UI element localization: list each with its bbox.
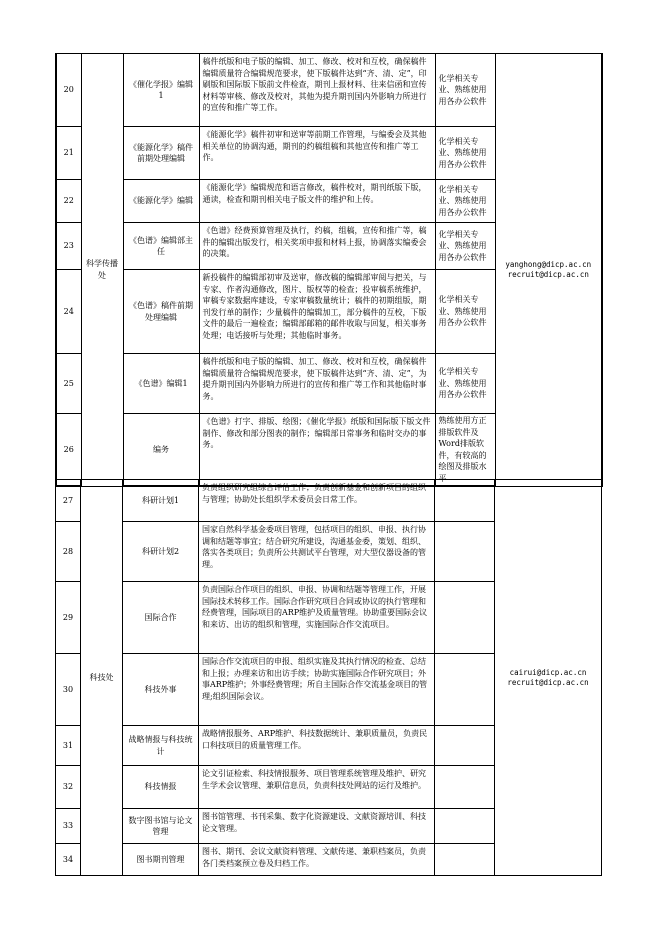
job-requirements	[435, 582, 495, 654]
position-name: 战略情报与科技统计	[123, 726, 199, 766]
row-number: 25	[56, 354, 81, 414]
position-name: 《能源化学》编辑	[123, 180, 199, 223]
row-number: 27	[56, 480, 81, 522]
job-requirements: 化学相关专业、熟练使用用各办公软件	[435, 354, 495, 414]
job-duties: 负责组织研究组综合评估工作；负责创新基金和创新项目的组织与管理；协助处长组织学术委员会日常工作。	[199, 480, 435, 522]
position-name: 编务	[123, 414, 199, 487]
row-number: 31	[56, 726, 81, 766]
job-requirements	[435, 766, 495, 809]
row-number: 30	[56, 654, 81, 726]
recruitment-table-science-technology	[55, 479, 602, 876]
job-requirements: 化学相关专业、熟练使用用各办公软件	[435, 270, 495, 354]
position-name: 《催化学报》编辑1	[123, 54, 199, 127]
department-cell: 科学传播处	[81, 54, 123, 487]
contact-email-cell	[495, 54, 602, 487]
job-duties: 稿件纸版和电子版的编辑、加工、修改、校对和互校，确保稿件编辑质量符合编辑规范要求，使下版稿件达到“齐、清、定”，印刷版和国际版下版前文件检查，期刊上报材料、往来信函和宣传材料等审核、修改及校对，其他为提升期刊国内外影响力所进行的宣传和推广等工作。	[199, 54, 435, 127]
position-name: 国际合作	[123, 582, 199, 654]
contact-email: recruit@dicp.ac.cn	[507, 677, 589, 687]
row-number: 23	[56, 223, 81, 270]
position-name: 图书期刊管理	[123, 844, 199, 876]
position-name: 科研计划2	[123, 522, 199, 582]
job-requirements	[435, 726, 495, 766]
department-cell: 科技处	[81, 480, 123, 876]
row-number: 26	[56, 414, 81, 487]
row-number: 21	[56, 127, 81, 180]
job-duties: 论文引证检索、科技情报服务、项目管理系统管理及维护、研究生学术会议管理、兼职信息员，负责科技处网站的运行及维护。	[199, 766, 435, 809]
position-name: 数字图书馆与论文管理	[123, 809, 199, 844]
job-requirements: 化学相关专业、熟练使用用各办公软件	[435, 223, 495, 270]
job-duties: 战略情报服务、ARP维护、科技数据统计、兼职质量员，负责民口科技项目的质量管理工作。	[199, 726, 435, 766]
contact-email: cairui@dicp.ac.cn	[509, 667, 587, 677]
position-name: 《色谱》编辑部主任	[123, 223, 199, 270]
row-number: 32	[56, 766, 81, 809]
job-requirements	[435, 844, 495, 876]
position-name: 《色谱》编辑1	[123, 354, 199, 414]
job-duties: 《色谱》经费预算管理及执行，约稿，组稿，宣传和推广等，稿件的编辑出版发行，相关奖项申报和材料上报，协调落实编委会的决策。	[199, 223, 435, 270]
contact-email: yanghong@dicp.ac.cn	[505, 259, 592, 269]
job-duties: 图书、期刊、会议文献资料管理、文献传递、兼职档案员，负责各门类档案预立卷及归档工作。	[199, 844, 435, 876]
job-requirements: 化学相关专业、熟练使用用各办公软件	[435, 127, 495, 180]
position-name: 《色谱》稿件前期处理编辑	[123, 270, 199, 354]
job-duties: 国家自然科学基金委项目管理，包括项目的组织、申报、执行协调和结题等事宜；结合研究所建设，沟通基金委，策划、组织、落实各类项目；负责所公共测试平台管理，对大型仪器设备的管理。	[199, 522, 435, 582]
recruitment-table-science-communication	[55, 53, 603, 487]
job-duties: 《能源化学》编辑规范和语言修改，稿件校对，期刊纸版下版，通读，检查和期刊相关电子版文件的维护和上传。	[199, 180, 435, 223]
row-number: 28	[56, 522, 81, 582]
job-duties: 《能源化学》稿件初审和送审等前期工作管理，与编委会及其他相关单位的协调沟通，期刊的约稿组稿和其他宣传和推广等工作。	[199, 127, 435, 180]
job-requirements	[435, 522, 495, 582]
job-requirements: 化学相关专业、熟练使用用各办公软件	[435, 180, 495, 223]
row-number: 24	[56, 270, 81, 354]
job-duties: 负责国际合作项目的组织、申报、协调和结题等管理工作，开展国际技术转移工作。国际合作研究项目合同或协议的执行管理和经费管理，国际项目的ARP维护及质量管理。协助重要国际会议和来访、出访的组织和管理，实施国际合作交流项目。	[199, 582, 435, 654]
contact-email-cell	[495, 480, 602, 876]
row-number: 29	[56, 582, 81, 654]
contact-email: recruit@dicp.ac.cn	[507, 269, 589, 279]
position-name: 科技情报	[123, 766, 199, 809]
job-duties: 图书馆管理、书刊采集、数字化资源建设、文献资源培训、科技论文管理。	[199, 809, 435, 844]
row-number: 20	[56, 54, 81, 127]
job-requirements: 熟练使用方正排版软件及Word排版软件，有较高的绘图及排版水平	[435, 414, 495, 487]
job-duties: 《色谱》打字、排版、绘图；《催化学报》纸版和国际版下版文件制作、修改和部分图表的制作；编辑部日常事务和临时交办的事务。	[199, 414, 435, 487]
table-row	[56, 54, 602, 127]
job-requirements: 化学相关专业、熟练使用用各办公软件	[435, 54, 495, 127]
job-requirements	[435, 654, 495, 726]
position-name: 科研计划1	[123, 480, 199, 522]
job-duties: 新投稿件的编辑部初审及送审，修改稿的编辑部审阅与把关，与专家、作者沟通修改，图片、版权等的检查；投审稿系统维护，审稿专家数据库建设，专家审稿数量统计；稿件的初期组版，期刊发行单的制作；少量稿件的编辑加工，部分稿件的互校，下版文件的最后一遍检查；编辑部邮箱的邮件收取与回复，相关事务处理；电话接听与处理；其他临时事务。	[199, 270, 435, 354]
position-name: 《能源化学》稿件前期处理编辑	[123, 127, 199, 180]
job-duties: 国际合作交流项目的申报、组织实施及其执行情况的检查、总结和上报；办理来访和出访手续；协助实施国际合作研究项目；外事ARP维护；外事经费管理；所自主国际合作交流基金项目的管理;组织国际会议。	[199, 654, 435, 726]
job-duties: 稿件纸版和电子版的编辑、加工、修改、校对和互校，确保稿件编辑质量符合编辑规范要求，使下版稿件达到“齐、清、定”，为提升期刊国内外影响力所进行的宣传和推广等工作和其他临时事务。	[199, 354, 435, 414]
table-row	[56, 480, 602, 522]
row-number: 34	[56, 844, 81, 876]
job-requirements	[435, 809, 495, 844]
row-number: 22	[56, 180, 81, 223]
job-requirements	[435, 480, 495, 522]
row-number: 33	[56, 809, 81, 844]
position-name: 科技外事	[123, 654, 199, 726]
